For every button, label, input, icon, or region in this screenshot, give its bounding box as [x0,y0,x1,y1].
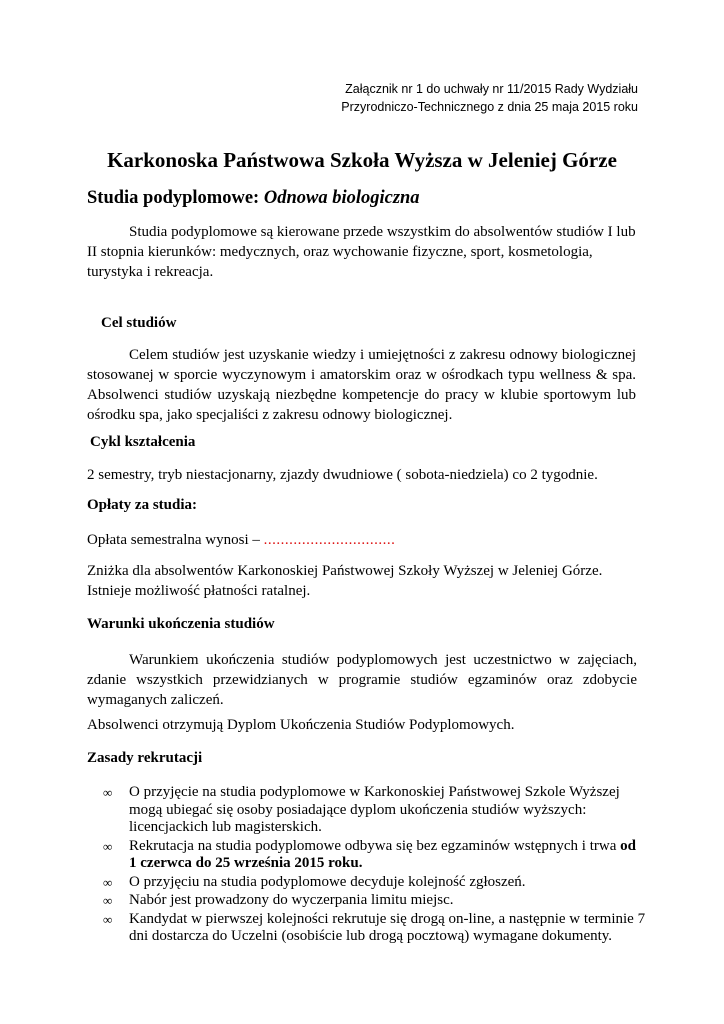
fee-value-placeholder: ............................... [263,532,396,548]
infinity-bullet-icon: ∞ [103,911,113,927]
document-title: Karkonoska Państwowa Szkoła Wyższa w Jeleniej Górze [107,148,617,172]
list-item [87,892,647,910]
recruitment-dates: od 1 czerwca do 25 września 2015 roku. [129,837,636,871]
goal-paragraph: Celem studiów jest uzyskanie wiedzy i umiejętności z zakresu odnowy biologicznej stosowanej w sporcie wyczynowym i amatorskim oraz w ośrodkach typu wellness & spa. Absolwenci studiów uzyskają niezbędne kompetencje do pracy w klubie sportowym lub ośrodku spa, jako specjaliści z zakresu odnowy biologicznej. [87,347,636,423]
annex-line-2: Przyrodniczo-Technicznego z dnia 25 maja 2015 roku [341,100,638,114]
goal-heading: Cel studiów [101,315,177,331]
fee-label: Opłata semestralna wynosi – [87,532,264,548]
discount-paragraph: Zniżka dla absolwentów Karkonoskiej Państwowej Szkoły Wyższej w Jeleniej Górze. Istnieje możliwość płatności ratalnej. [87,563,603,599]
list-item-text: O przyjęciu na studia podyplomowe decyduje kolejność zgłoszeń. [129,873,526,890]
infinity-bullet-icon: ∞ [103,838,113,854]
list-item-text: Kandydat w pierwszej kolejności rekrutuje się drogą on-line, a następnie w terminie 7 dni dostarcza do Uczelni (osobiście lub drogą pocztową) wymagane dokumenty. [129,910,646,944]
list-item [87,911,647,946]
infinity-bullet-icon: ∞ [103,893,113,908]
recruitment-list [87,784,647,946]
cycle-heading: Cykl kształcenia [90,434,196,450]
recruitment-heading: Zasady rekrutacji [87,750,203,766]
list-item-text: Nabór jest prowadzony do wyczerpania limitu miejsc. [129,892,454,908]
intro-paragraph: Studia podyplomowe są kierowane przede wszystkim do absolwentów studiów I lub II stopnia kierunków: medycznych, oraz wychowanie fizyczne, sport, kosmetologia, turystyka i rekreacja. [87,224,636,280]
list-item [87,838,647,873]
subtitle-prefix: Studia podyplomowe: [87,188,264,208]
infinity-bullet-icon: ∞ [103,874,113,890]
cycle-paragraph: 2 semestry, tryb niestacjonarny, zjazdy dwudniowe ( sobota-niedziela) co 2 tygodnie. [87,467,598,483]
list-item-text: O przyjęcie na studia podyplomowe w Karkonoskiej Państwowej Szkole Wyższej mogą ubiegać się osoby posiadające dyplom ukończenia studiów wyższych: licencjackich lub magisterskich. [129,784,620,835]
subtitle-program-name: Odnowa biologiczna [263,188,420,208]
diploma-paragraph: Absolwenci otrzymują Dyplom Ukończenia Studiów Podyplomowych. [87,717,515,733]
fee-line [87,530,636,550]
document-subtitle [87,188,420,209]
infinity-bullet-icon: ∞ [103,785,113,800]
completion-heading: Warunki ukończenia studiów [87,616,275,632]
annex-line-1: Załącznik nr 1 do uchwały nr 11/2015 Rady Wydziału [345,82,638,96]
list-item [87,874,647,892]
fees-heading: Opłaty za studia: [87,497,198,513]
list-item-text: Rekrutacja na studia podyplomowe odbywa się bez egzaminów wstępnych i trwa [129,837,621,854]
annex-note [341,80,638,116]
completion-paragraph: Warunkiem ukończenia studiów podyplomowych jest uczestnictwo w zajęciach, zdanie wszystkich przewidzianych w programie studiów egzaminów oraz zdobycie wymaganych zaliczeń. [87,652,637,708]
list-item [87,784,647,837]
